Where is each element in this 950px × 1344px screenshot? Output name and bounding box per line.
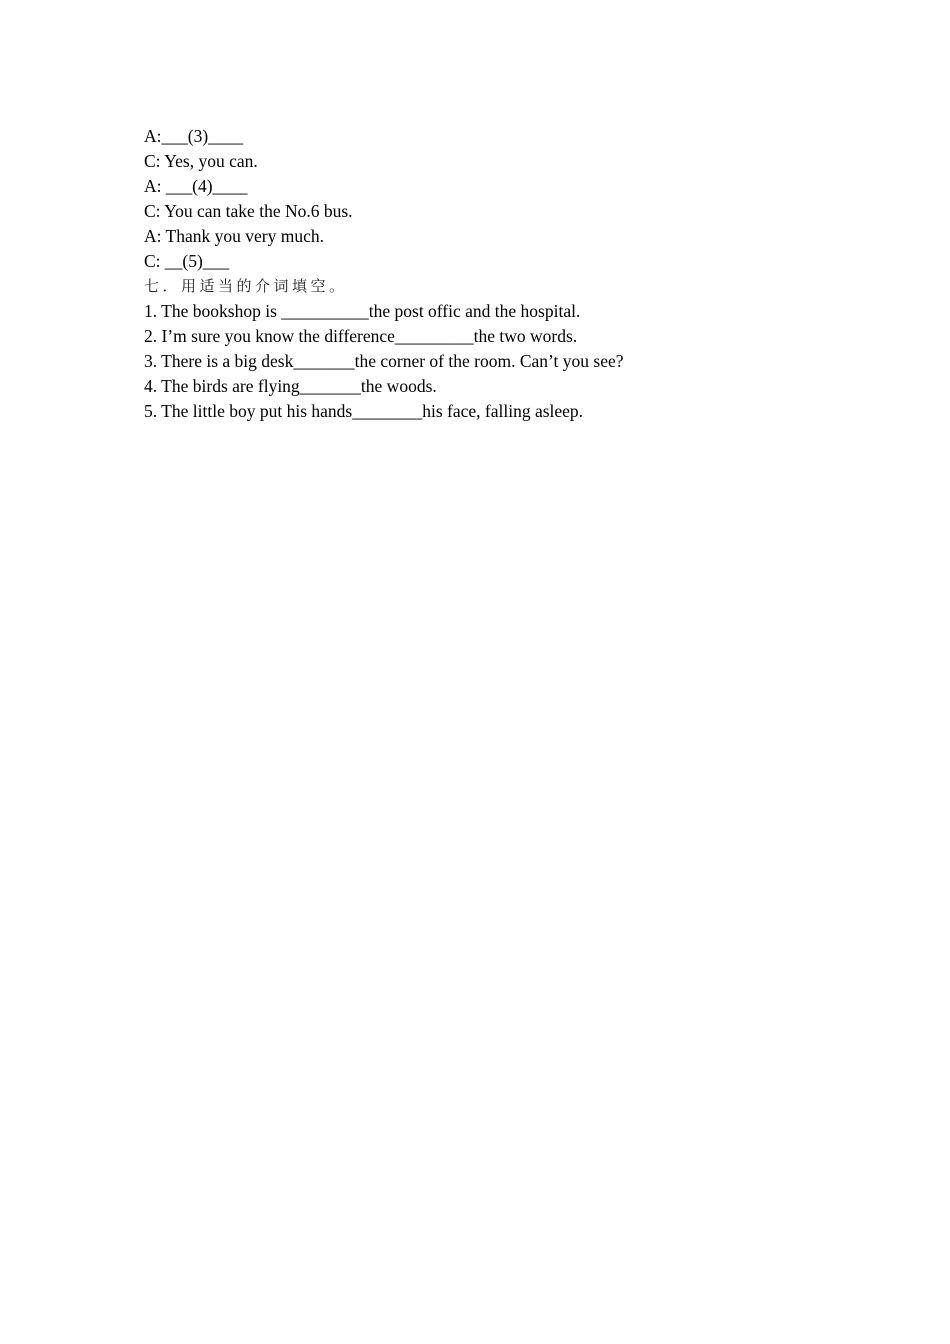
dialogue-line: C: Yes, you can. [144, 151, 258, 171]
exercise-item: 1. The bookshop is __________the post offic and the hospital. [144, 301, 581, 321]
dialogue-line: A: Thank you very much. [144, 226, 324, 246]
dialogue-line: C: __(5)___ [144, 251, 230, 271]
exercise-item: 5. The little boy put his hands________his face, falling asleep. [144, 401, 584, 421]
exercise-item: 2. I’m sure you know the difference_________the two words. [144, 326, 578, 346]
section-heading: 七．用适当的介词填空。 [144, 277, 348, 295]
dialogue-line: C: You can take the No.6 bus. [144, 201, 353, 221]
dialogue-line: A: ___(4)____ [144, 176, 248, 196]
exercise-item: 4. The birds are flying_______the woods. [144, 376, 437, 396]
document-body [144, 124, 844, 424]
exercise-item: 3. There is a big desk_______the corner of the room. Can’t you see? [144, 351, 624, 371]
dialogue-line: A:___(3)____ [144, 126, 244, 146]
